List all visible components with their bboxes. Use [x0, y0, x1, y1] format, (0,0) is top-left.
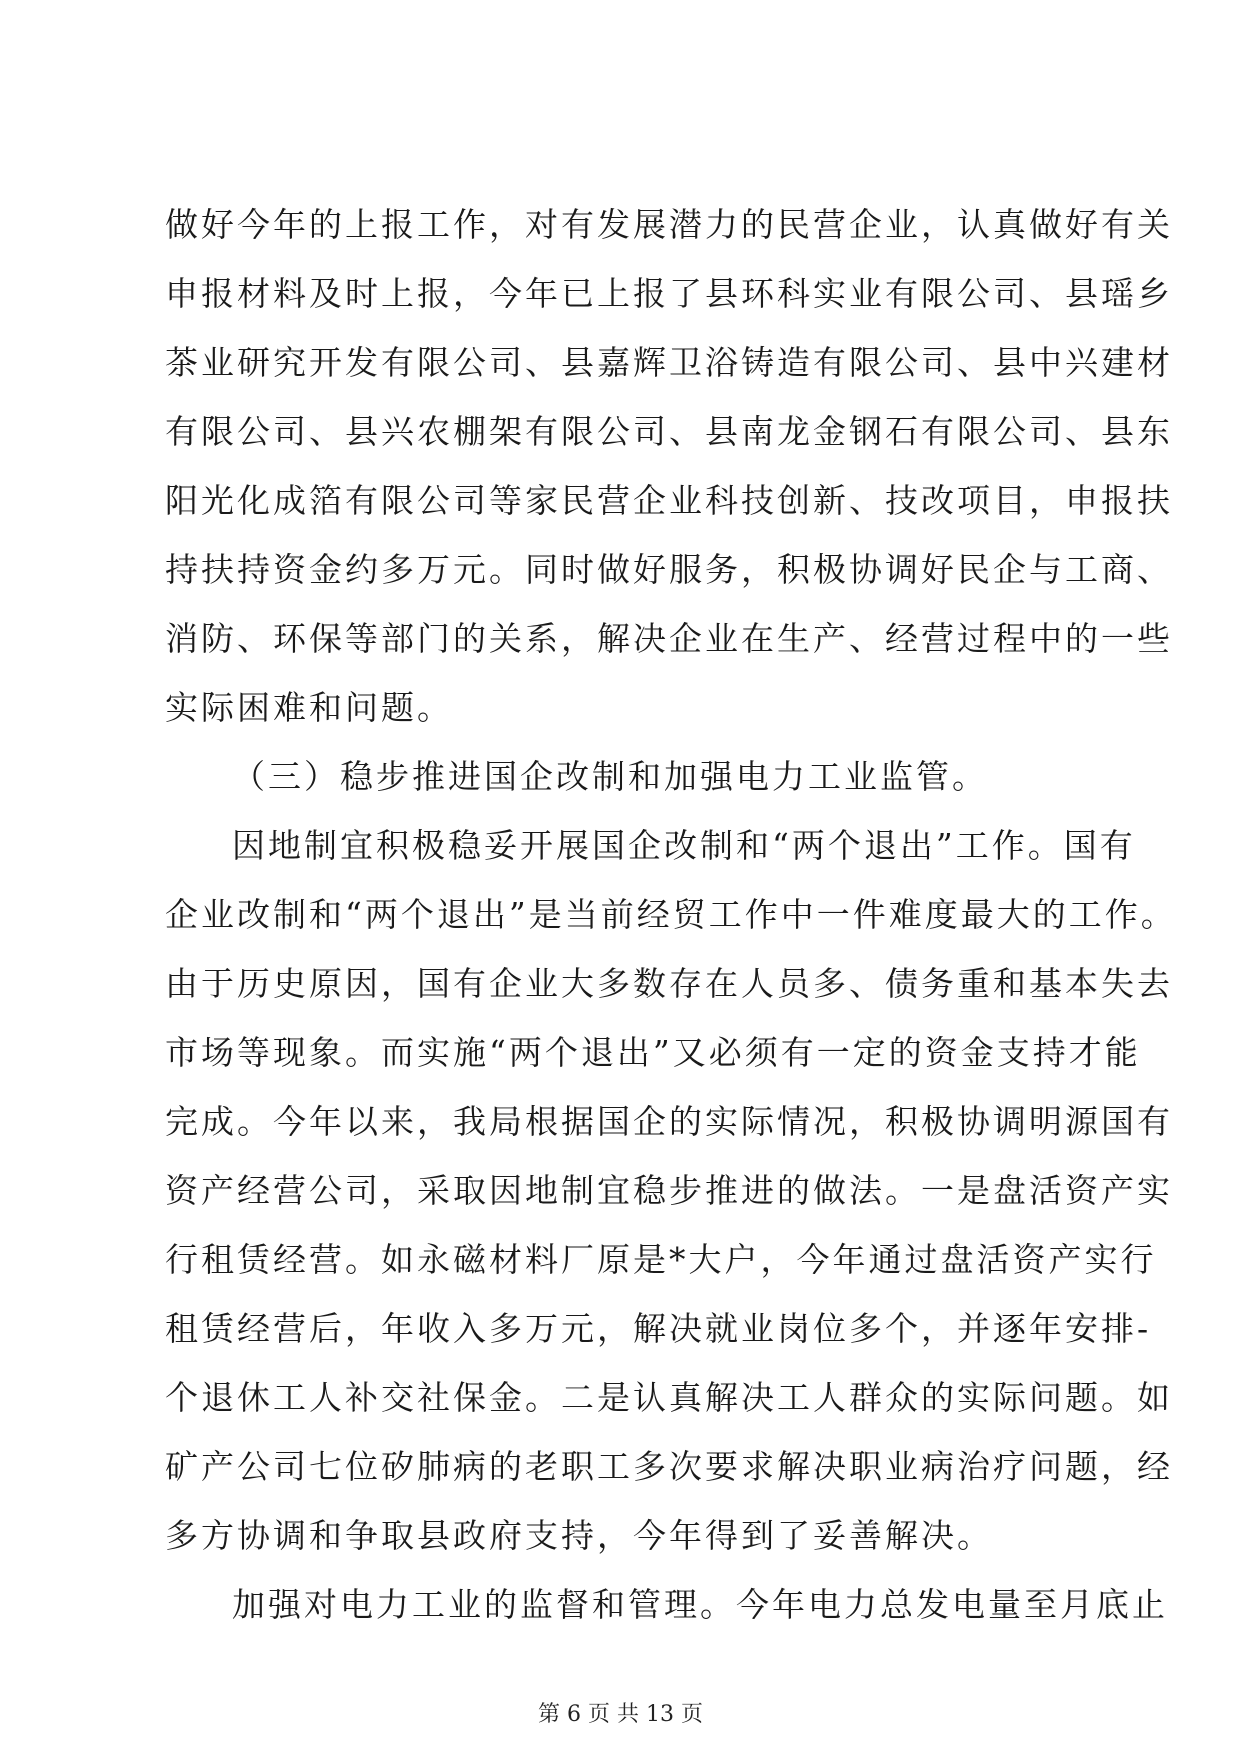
- paragraph-line: 行租赁经营。如永磁材料厂原是*大户，今年通过盘活资产实行: [165, 1240, 1157, 1279]
- paragraph-line: 因地制宜积极稳妥开展国企改制和“两个退出”工作。国有: [232, 826, 1136, 865]
- paragraph-line: 申报材料及时上报，今年已上报了县环科实业有限公司、县瑶乡: [165, 274, 1173, 313]
- paragraph-line: 企业改制和“两个退出”是当前经贸工作中一件难度最大的工作。: [165, 895, 1177, 934]
- paragraph-line: 阳光化成箔有限公司等家民营企业科技创新、技改项目，申报扶: [165, 481, 1173, 520]
- paragraph-line: 多方协调和争取县政府支持，今年得到了妥善解决。: [165, 1516, 993, 1555]
- section-heading: （三）稳步推进国企改制和加强电力工业监管。: [232, 757, 988, 796]
- paragraph-line: 持扶持资金约多万元。同时做好服务，积极协调好民企与工商、: [165, 550, 1173, 589]
- paragraph-line: 消防、环保等部门的关系，解决企业在生产、经营过程中的一些: [165, 619, 1173, 658]
- paragraph-line: 加强对电力工业的监督和管理。今年电力总发电量至月底止: [232, 1585, 1168, 1624]
- paragraph-line: 茶业研究开发有限公司、县嘉辉卫浴铸造有限公司、县中兴建材: [165, 343, 1173, 382]
- paragraph-line: 个退休工人补交社保金。二是认真解决工人群众的实际问题。如: [165, 1378, 1173, 1417]
- paragraph-line: 有限公司、县兴农棚架有限公司、县南龙金钢石有限公司、县东: [165, 412, 1173, 451]
- paragraph-line: 租赁经营后，年收入多万元，解决就业岗位多个，并逐年安排-: [165, 1309, 1152, 1348]
- paragraph-line: 完成。今年以来，我局根据国企的实际情况，积极协调明源国有: [165, 1102, 1173, 1141]
- paragraph-line: 由于历史原因，国有企业大多数存在人员多、债务重和基本失去: [165, 964, 1173, 1003]
- paragraph-line: 市场等现象。而实施“两个退出”又必须有一定的资金支持才能: [165, 1033, 1141, 1072]
- page-number-footer: 第 6 页 共 13 页: [538, 1702, 703, 1727]
- paragraph-line: 资产经营公司，采取因地制宜稳步推进的做法。一是盘活资产实: [165, 1171, 1173, 1210]
- paragraph-line: 矿产公司七位矽肺病的老职工多次要求解决职业病治疗问题，经: [165, 1447, 1173, 1486]
- paragraph-line: 做好今年的上报工作，对有发展潜力的民营企业，认真做好有关: [165, 205, 1173, 244]
- paragraph-line: 实际困难和问题。: [165, 688, 453, 727]
